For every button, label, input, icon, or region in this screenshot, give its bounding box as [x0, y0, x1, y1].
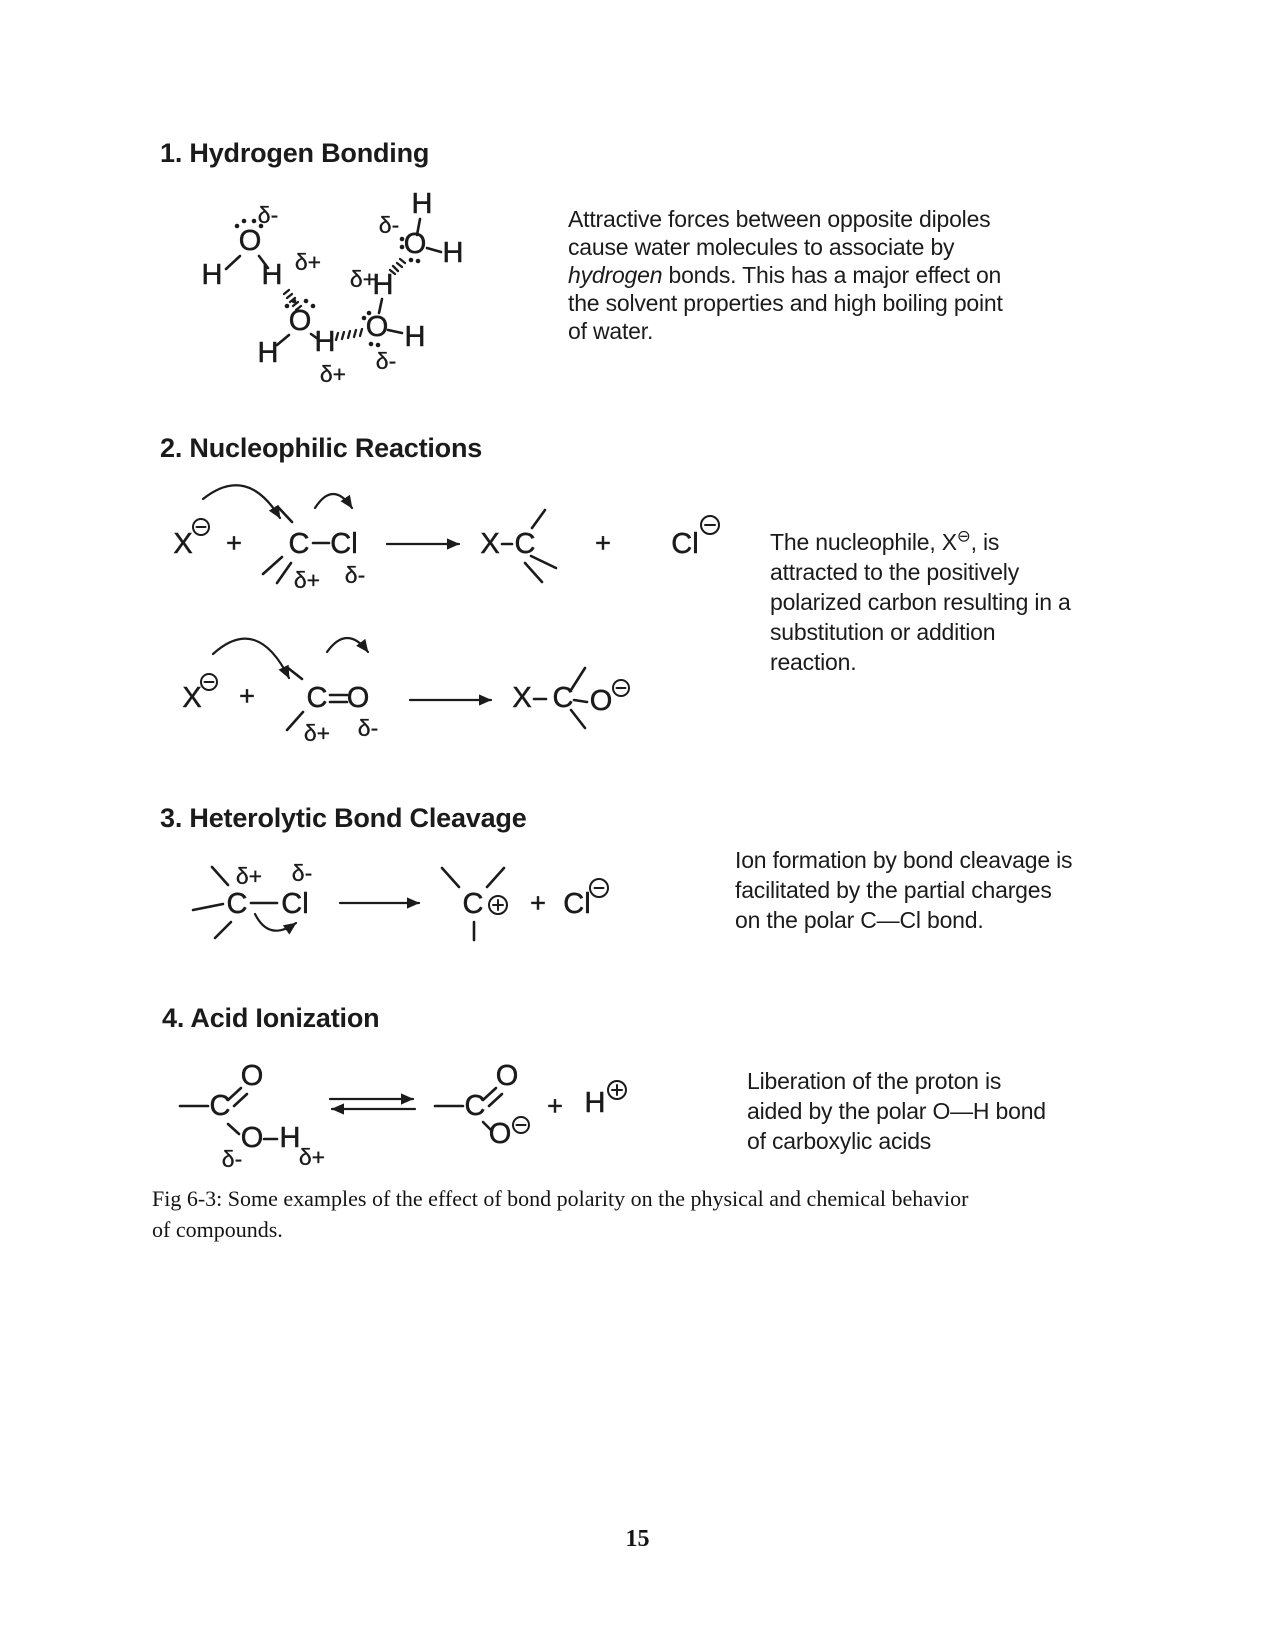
text-post: , is — [970, 529, 1000, 555]
atom-o: O — [403, 228, 427, 260]
substrate-c-cl — [263, 507, 365, 593]
atom-h: H — [411, 188, 433, 220]
text-line: Ion formation by bond cleavage is — [735, 847, 1073, 873]
nucleophilic-substitution-scheme — [165, 468, 725, 598]
atom-c: C — [288, 528, 310, 560]
text-pre: The nucleophile, X — [770, 529, 957, 555]
italic-word: hydrogen — [568, 262, 663, 288]
atom-o: O — [288, 305, 312, 337]
text-line: Liberation of the proton is — [747, 1068, 1002, 1094]
atom-c: C — [514, 528, 536, 560]
equilibrium-arrows — [330, 1099, 415, 1109]
text-line: polarized carbon resulting in a — [770, 589, 1071, 615]
delta-plus-label: δ+ — [319, 361, 347, 387]
proton — [585, 1081, 626, 1119]
water-molecule-3 — [350, 266, 426, 374]
carboxylic-acid — [180, 1060, 325, 1172]
carboxylate-ion — [435, 1060, 529, 1150]
caption-line: Fig 6-3: Some examples of the effect of bond polarity on the physical and chemical behavior — [152, 1186, 969, 1211]
delta-plus-label: δ+ — [235, 863, 263, 889]
atom-x: X — [182, 682, 202, 714]
delta-minus-label: δ- — [344, 562, 366, 588]
hydrogen-bond-hashes — [390, 259, 405, 274]
atom-x: X — [480, 528, 500, 560]
product-alkoxide — [512, 668, 629, 728]
text-line — [568, 261, 1003, 289]
minus-superscript: ⊖ — [956, 526, 971, 546]
chloride-ion — [671, 516, 719, 560]
delta-plus-label: δ+ — [294, 249, 322, 275]
atom-h: H — [279, 1122, 301, 1154]
atom-h: H — [261, 259, 283, 291]
text-line: the solvent properties and high boiling point — [568, 290, 1003, 316]
atom-h: H — [404, 321, 426, 353]
atom-o: O — [488, 1118, 512, 1150]
atom-h: H — [201, 259, 223, 291]
section-4-heading: 4. Acid Ionization — [162, 1003, 380, 1033]
atom-h: H — [584, 1087, 606, 1119]
plus-sign: + — [530, 888, 546, 918]
delta-minus-label: δ- — [375, 348, 397, 374]
product-x-c — [480, 510, 556, 582]
delta-plus-label: δ+ — [298, 1144, 326, 1170]
plus-sign: + — [239, 681, 255, 711]
text-line: on the polar C—Cl bond. — [735, 907, 984, 933]
chloride-ion — [563, 879, 608, 920]
delta-plus-label: δ+ — [303, 720, 331, 746]
delta-minus-label: δ- — [357, 715, 379, 741]
atom-o: O — [346, 682, 370, 714]
plus-sign: + — [547, 1091, 563, 1121]
atom-c: C — [464, 1090, 486, 1122]
alkyl-chloride — [193, 860, 312, 938]
curved-electron-arrow — [315, 494, 352, 508]
text-line: of water. — [568, 318, 654, 344]
atom-cl: Cl — [281, 888, 309, 920]
nucleophile-x — [182, 674, 217, 714]
atom-c: C — [306, 682, 328, 714]
nucleophilic-addition-scheme — [165, 608, 685, 748]
atom-x: X — [512, 682, 532, 714]
hydrogen-bonding-diagram — [180, 177, 480, 392]
section-1-description — [568, 205, 1003, 345]
carbocation — [442, 868, 507, 940]
text-line: facilitated by the partial charges — [735, 877, 1052, 903]
delta-minus-label: δ- — [291, 860, 313, 886]
hydrogen-bond-hashes — [336, 329, 362, 340]
atom-c: C — [226, 888, 248, 920]
atom-h: H — [442, 237, 464, 269]
atom-o: O — [495, 1060, 519, 1092]
delta-minus-label: δ- — [378, 212, 400, 238]
caption-line: of compounds. — [152, 1217, 283, 1242]
curved-electron-arrow — [327, 638, 368, 652]
text-rest: bonds. This has a major effect on — [662, 262, 1002, 288]
atom-cl: Cl — [563, 888, 591, 920]
nucleophile-x — [173, 519, 209, 560]
section-3-heading: 3. Heterolytic Bond Cleavage — [160, 803, 527, 833]
heterolytic-cleavage-scheme — [165, 848, 635, 953]
curved-electron-arrow — [203, 485, 280, 518]
section-1-heading: 1. Hydrogen Bonding — [160, 138, 430, 168]
section-2-heading: 2. Nucleophilic Reactions — [160, 433, 483, 463]
atom-x: X — [173, 528, 193, 560]
section-3-description — [735, 845, 1072, 935]
atom-cl: Cl — [671, 528, 699, 560]
water-molecule-1 — [202, 202, 322, 291]
plus-sign: + — [226, 528, 242, 558]
page-number: 15 — [625, 1526, 650, 1552]
text-line — [770, 527, 1071, 557]
water-molecule-2 — [258, 299, 347, 387]
section-4-description — [747, 1066, 1046, 1156]
atom-c: C — [552, 682, 574, 714]
atom-o: O — [240, 1122, 264, 1154]
atom-h: H — [257, 337, 279, 369]
carbonyl-substrate — [287, 668, 378, 746]
water-molecule-4 — [379, 188, 464, 269]
atom-c: C — [462, 888, 484, 920]
figure-caption — [152, 1183, 968, 1245]
atom-o: O — [238, 225, 262, 257]
atom-o: O — [240, 1060, 264, 1092]
curved-electron-arrow — [213, 639, 289, 678]
text-line: of carboxylic acids — [747, 1128, 932, 1154]
plus-sign: + — [595, 528, 611, 558]
text-line: attracted to the positively — [770, 559, 1020, 585]
text-line: cause water molecules to associate by — [568, 234, 955, 260]
atom-c: C — [209, 1090, 231, 1122]
delta-minus-label: δ- — [257, 202, 279, 228]
text-line: Attractive forces between opposite dipoles — [568, 206, 991, 232]
delta-minus-label: δ- — [221, 1146, 243, 1172]
atom-h: H — [314, 326, 336, 358]
delta-plus-label: δ+ — [293, 567, 321, 593]
text-line: reaction. — [770, 649, 857, 675]
atom-o: O — [365, 311, 389, 343]
acid-ionization-scheme — [170, 1055, 670, 1180]
atom-cl: Cl — [330, 528, 358, 560]
text-line: substitution or addition — [770, 619, 996, 645]
text-line: aided by the polar O—H bond — [747, 1098, 1046, 1124]
atom-o: O — [589, 685, 613, 717]
atom-h: H — [372, 269, 394, 301]
section-2-description — [770, 527, 1071, 677]
delta-plus-label: δ+ — [349, 266, 377, 292]
